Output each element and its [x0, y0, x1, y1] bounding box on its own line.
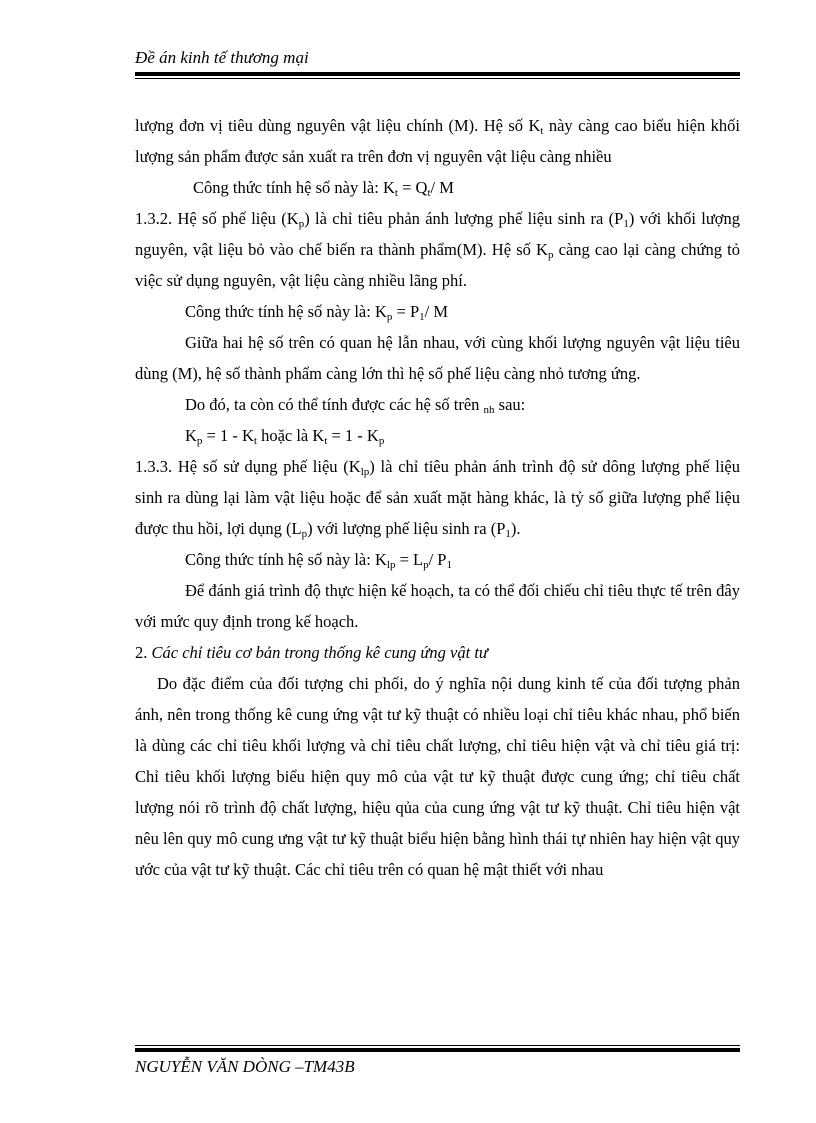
header-rule-thick: [135, 72, 740, 76]
document-body: [135, 110, 740, 885]
formula-relation: $K_p = 1 - K_t$ hoặc là $K_t = 1 - K_p$: [185, 426, 385, 447]
page-header-title: Đề án kinh tế thương mại: [135, 48, 309, 67]
formula-kt: Công thức tính hệ số này là: $K_t = Q_t/$ M: [193, 178, 454, 199]
paragraph-evaluation: Để đánh giá trình độ thực hiện kế hoạch, ta có thể đối chiếu chỉ tiêu thực tế trên đây với mức quy định trong kế hoạch.: [135, 581, 740, 631]
footer-rule-thin: [135, 1045, 740, 1046]
section-1-3-2: 1.3.2. Hệ số phế liệu $(K_p)$ là chỉ tiêu phản ánh lượng phế liệu sinh ra $(P_1)$ với khối lượng nguyên, vật liệu bỏ vào chế biến ra thành phẩm(M). Hệ số $K_p$ càng cao lại càng chứng tỏ việc sử dụng nguyên, vật liệu càng nhiều lãng phí.: [135, 209, 740, 290]
footer-rule-thick: [135, 1048, 740, 1052]
header-rule-thin: [135, 78, 740, 79]
page-footer-author: NGUYỄN VĂN DÒNG –TM43B: [135, 1057, 355, 1076]
paragraph-relation: Giữa hai hệ số trên có quan hệ lẫn nhau, với cùng khối lượng nguyên vật liệu tiêu dùng (M), hệ số thành phẩm càng lớn thì hệ số phế liệu càng nhỏ tương ứng.: [135, 333, 740, 383]
formula-klp: Công thức tính hệ số này là: $K_{lp} = L_p/$ $P_1$: [185, 550, 452, 571]
section-1-3-3: 1.3.3. Hệ số sử dụng phế liệu $(K_{lp})$ là chỉ tiêu phản ánh trình độ sử dông lượng phế liệu sinh ra dùng lại làm vật liệu hoặc để sản xuất mặt hàng khác, là tỷ số giữa lượng phế liệu được thu hồi, lợi dụng $(L_p)$ với lượng phế liệu sinh ra $(P_1)$.: [135, 457, 740, 540]
paragraph-section-2: Do đặc điểm của đối tượng chi phối, do ý nghĩa nội dung kinh tế của đối tượng phản ánh, nên trong thống kê cung ứng vật tư kỹ thuật có nhiều loại chỉ tiêu khác nhau, phổ biến là dùng các chỉ tiêu khối lượng và chỉ tiêu chất lượng, chỉ tiêu hiện vật và chỉ tiêu giá trị: Chỉ tiêu khối lượng biểu hiện quy mô của vật tư kỹ thuật được cung ứng; chỉ tiêu chất lượng nói rõ trình độ chất lượng, hiệu qủa của cung ứng vật tư kỹ thuật. Chỉ tiêu hiện vật nêu lên quy mô cung ưng vật tư kỹ thuật biểu hiện bằng hình thái tự nhiên hay hiện vật quy ước của vật tư kỹ thuật. Các chỉ tiêu trên có quan hệ mật thiết với nhau: [135, 674, 740, 879]
paragraph-therefore: Do đó, ta còn có thể tính được các hệ số trên $_{nh}$ sau:: [185, 395, 526, 416]
section-2-heading: 2. Các chỉ tiêu cơ bản trong thống kê cung ứng vật tư: [135, 643, 488, 662]
formula-kp: Công thức tính hệ số này là: $K_p = P_1/$ M: [185, 302, 449, 323]
paragraph-kt-continued: lượng đơn vị tiêu dùng nguyên vật liệu chính (M). Hệ số $K_t$ này càng cao biểu hiện khối lượng sản phẩm được sản xuất ra trên đơn vị nguyên vật liệu càng nhiều: [135, 116, 740, 166]
